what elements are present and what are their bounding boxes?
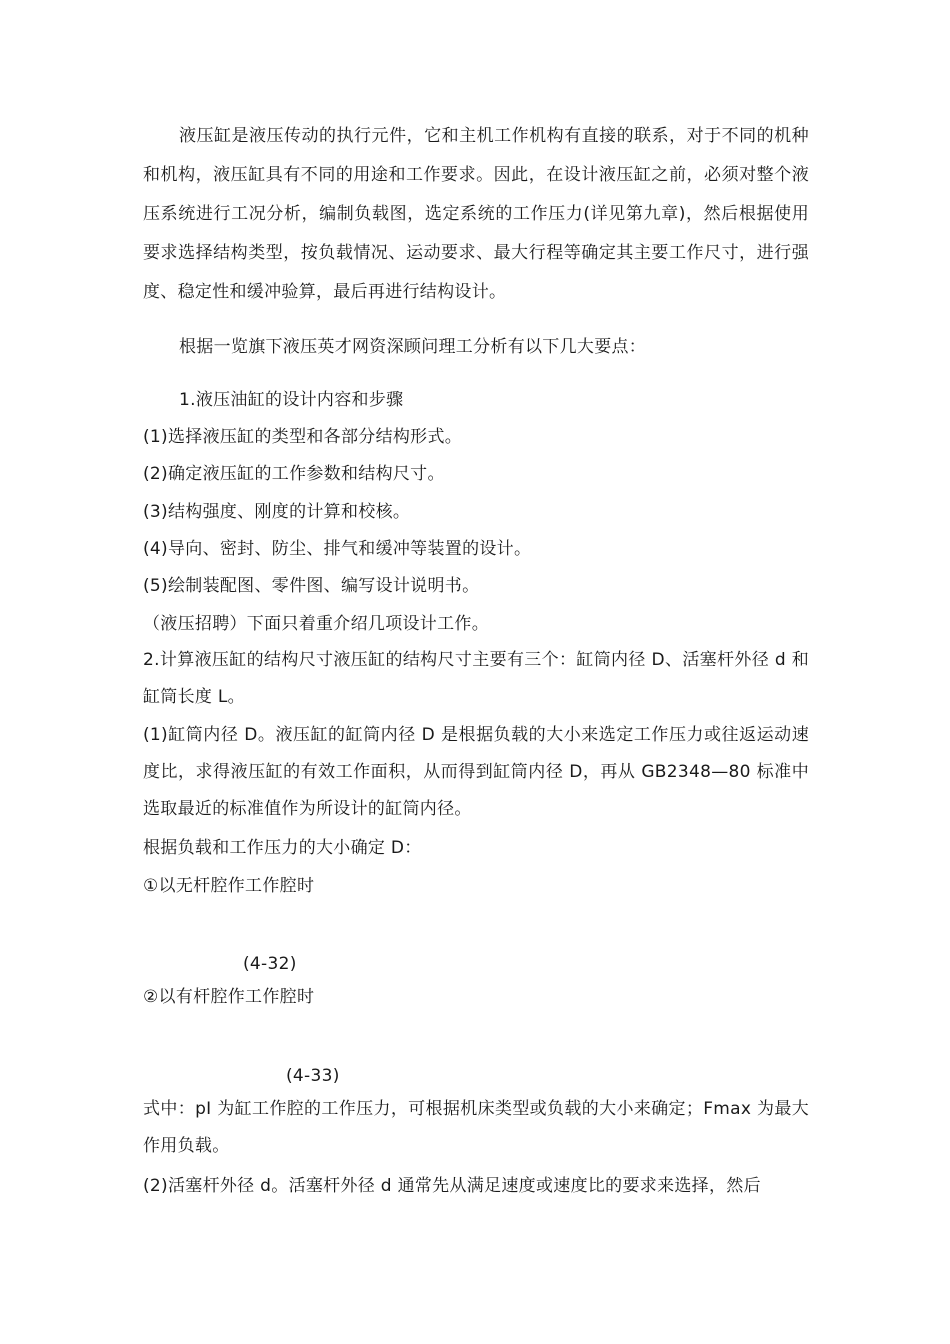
equation-number-4-33: (4-33) bbox=[286, 1066, 340, 1086]
equation-number-4-32: (4-32) bbox=[243, 954, 297, 974]
bore-block bbox=[143, 717, 809, 828]
case2-line: ②以有杆腔作工作腔时 bbox=[143, 987, 315, 1007]
section1-title: 1.液压油缸的设计内容和步骤 bbox=[179, 390, 404, 410]
intro-paragraph: 液压缸是液压传动的执行元件，它和主机工作机构有直接的联系，对于不同的机种和机构，液压缸具有不同的用途和工作要求。因此，在设计液压缸之前，必须对整个液压系统进行工况分析，编制负载图，选定系统的工作压力(详见第九章)，然后根据使用要求选择结构类型，按负载情况、运动要求、最大行程等确定其主要工作尺寸，进行强度、稳定性和缓冲验算，最后再进行结构设计。 bbox=[143, 126, 809, 302]
section2-heading-block bbox=[143, 642, 809, 716]
bore-paragraph: (1)缸筒内径 D。液压缸的缸筒内径 D 是根据负载的大小来选定工作压力或往返运动速度比，求得液压缸的有效工作面积，从而得到缸筒内径 D，再从 GB2348—80 标准中选取最近的标准值作为所设计的缸筒内径。 bbox=[143, 725, 809, 819]
basis-line: 根据负载和工作压力的大小确定 D： bbox=[143, 838, 422, 858]
lead-paragraph: 根据一览旗下液压英才网资深顾问理工分析有以下几大要点： bbox=[179, 337, 647, 357]
case1-line: ①以无杆腔作工作腔时 bbox=[143, 876, 315, 896]
rod-line: (2)活塞杆外径 d。活塞杆外径 d 通常先从满足速度或速度比的要求来选择，然后 bbox=[143, 1176, 761, 1196]
step-5: (5)绘制装配图、零件图、编写设计说明书。 bbox=[143, 576, 480, 596]
section2-heading: 2.计算液压缸的结构尺寸液压缸的结构尺寸主要有三个：缸筒内径 D、活塞杆外径 d 和缸筒长度 L。 bbox=[143, 650, 809, 707]
section1-note: （液压招聘）下面只着重介绍几项设计工作。 bbox=[143, 614, 489, 634]
where-paragraph: 式中：pI 为缸工作腔的工作压力，可根据机床类型或负载的大小来确定；Fmax 为最大作用负载。 bbox=[143, 1099, 809, 1156]
intro-block bbox=[143, 117, 809, 312]
step-3: (3)结构强度、刚度的计算和校核。 bbox=[143, 502, 411, 522]
lead-block bbox=[143, 328, 809, 367]
step-1: (1)选择液压缸的类型和各部分结构形式。 bbox=[143, 427, 463, 447]
step-2: (2)确定液压缸的工作参数和结构尺寸。 bbox=[143, 464, 445, 484]
step-4: (4)导向、密封、防尘、排气和缓冲等装置的设计。 bbox=[143, 539, 532, 559]
where-block bbox=[143, 1091, 809, 1165]
